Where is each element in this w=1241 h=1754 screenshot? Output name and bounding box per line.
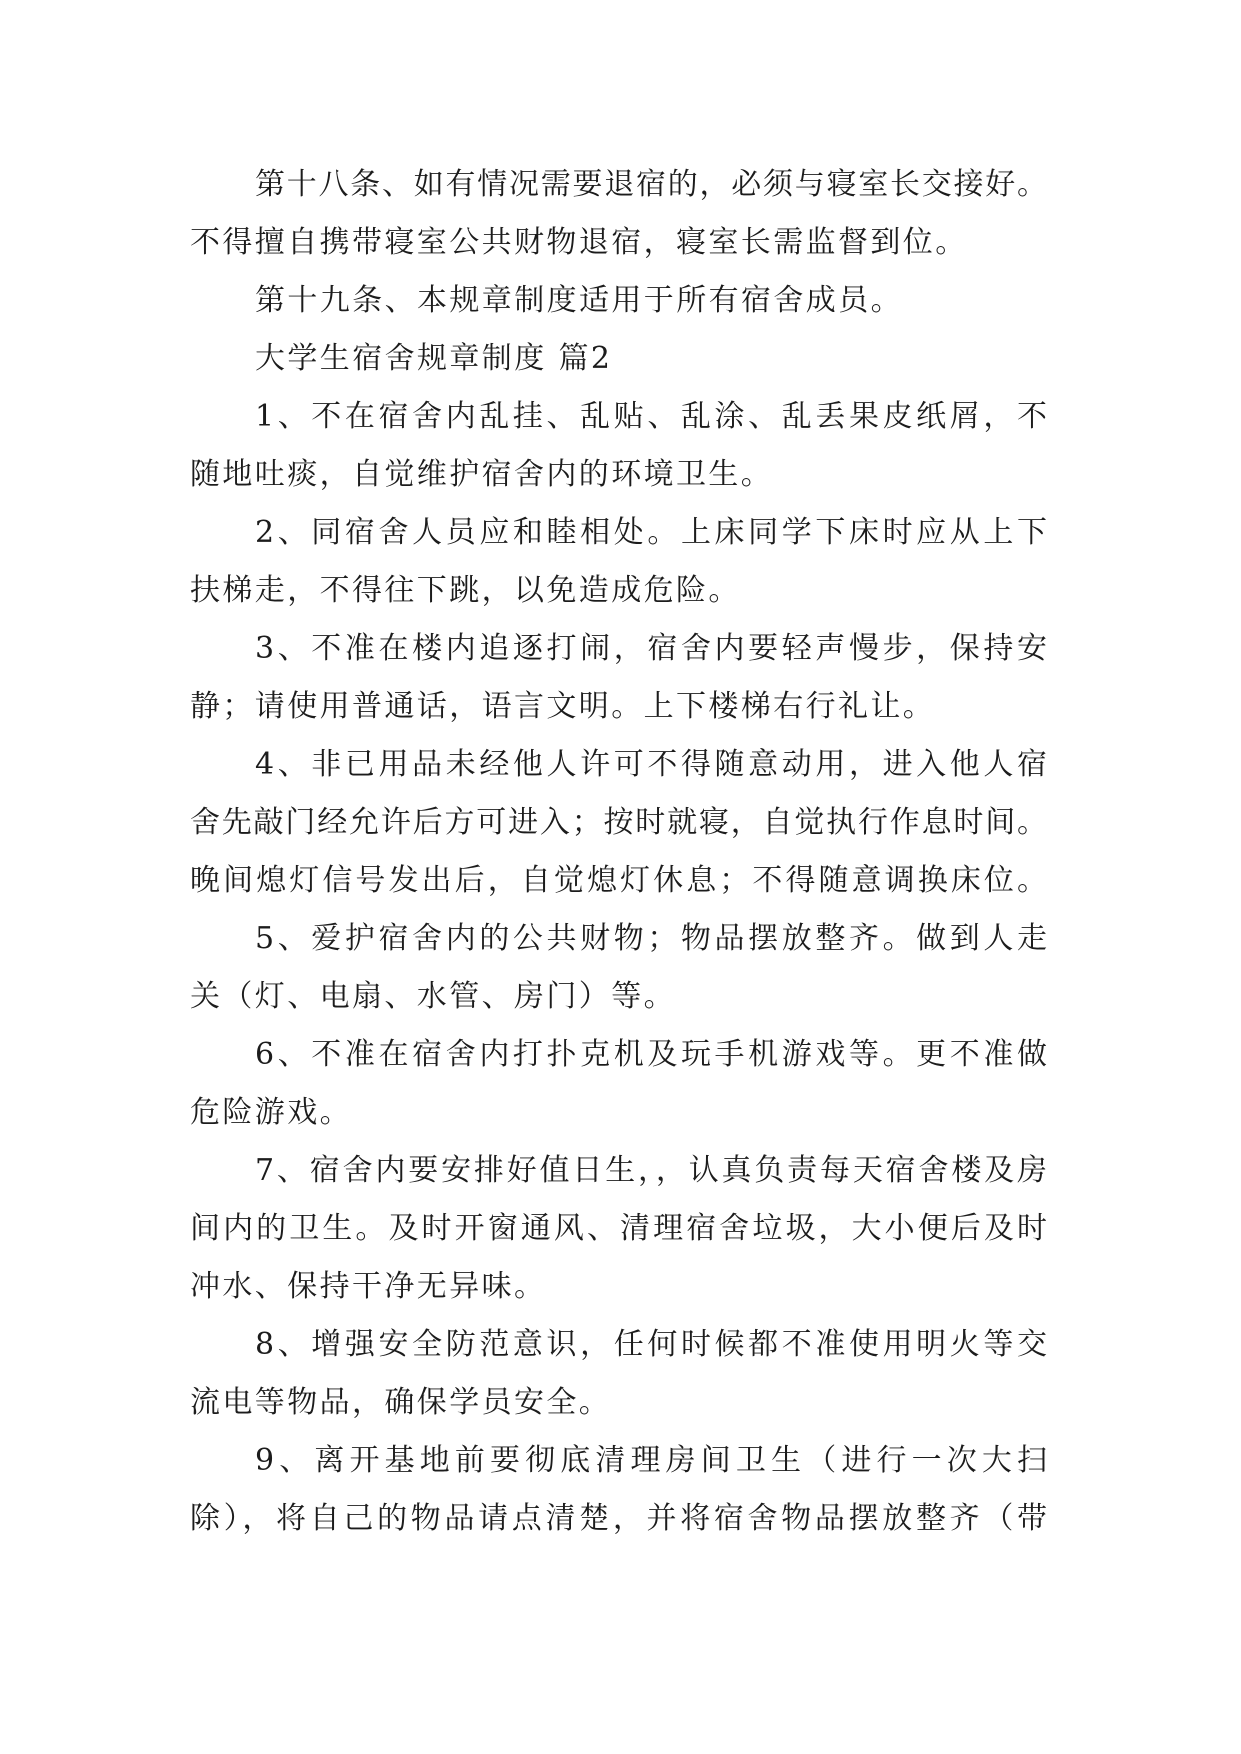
rule-item-6	[190, 1026, 1047, 1142]
paragraph-line: 第十九条、本规章制度适用于所有宿舍成员。	[255, 283, 903, 318]
paragraph-article-19	[190, 272, 1047, 330]
paragraph-line: 8、增强安全防范意识，任何时候都不准使用明火等交	[255, 1327, 1047, 1362]
paragraph-line: 5、爱护宿舍内的公共财物；物品摆放整齐。做到人走	[255, 921, 1047, 956]
paragraph-article-18	[190, 156, 1047, 272]
paragraph-line: 1、不在宿舍内乱挂、乱贴、乱涂、乱丢果皮纸屑，不	[255, 399, 1047, 434]
paragraph-line: 3、不准在楼内追逐打闹，宿舍内要轻声慢步，保持安	[255, 631, 1047, 666]
paragraph-line: 4、非已用品未经他人许可不得随意动用，进入他人宿	[255, 747, 1047, 782]
rule-item-9	[190, 1432, 1047, 1548]
paragraph-line: 2、同宿舍人员应和睦相处。上床同学下床时应从上下	[255, 515, 1047, 550]
paragraph-line: 静；请使用普通话，语言文明。上下楼梯右行礼让。	[190, 689, 936, 724]
paragraph-line: 除），将自己的物品请点清楚，并将宿舍物品摆放整齐（带	[190, 1501, 1047, 1536]
rule-item-1	[190, 388, 1047, 504]
paragraph-line: 流电等物品，确保学员安全。	[190, 1385, 612, 1420]
paragraph-line: 7、宿舍内要安排好值日生，，认真负责每天宿舍楼及房	[255, 1153, 1047, 1188]
rule-item-8	[190, 1316, 1047, 1432]
document-body	[190, 156, 1047, 1548]
paragraph-line: 第十八条、如有情况需要退宿的，必须与寝室长交接好。	[255, 167, 1047, 202]
paragraph-line: 不得擅自携带寝室公共财物退宿，寝室长需监督到位。	[190, 225, 968, 260]
paragraph-line: 间内的卫生。及时开窗通风、清理宿舍垃圾，大小便后及时	[190, 1211, 1047, 1246]
paragraph-line: 关（灯、电扇、水管、房门）等。	[190, 979, 676, 1014]
paragraph-line: 舍先敲门经允许后方可进入；按时就寝，自觉执行作息时间。	[190, 805, 1047, 840]
paragraph-line: 随地吐痰，自觉维护宿舍内的环境卫生。	[190, 457, 774, 492]
paragraph-line: 冲水、保持干净无异味。	[190, 1269, 547, 1304]
rule-item-5	[190, 910, 1047, 1026]
rule-item-4	[190, 736, 1047, 910]
rule-item-2	[190, 504, 1047, 620]
paragraph-line: 9、离开基地前要彻底清理房间卫生（进行一次大扫	[255, 1443, 1047, 1478]
paragraph-line: 扶梯走，不得往下跳，以免造成危险。	[190, 573, 741, 608]
rule-item-7	[190, 1142, 1047, 1316]
section-heading-text: 大学生宿舍规章制度 篇2	[255, 341, 613, 376]
section-heading	[190, 330, 1047, 388]
paragraph-line: 6、不准在宿舍内打扑克机及玩手机游戏等。更不准做	[255, 1037, 1047, 1072]
rule-item-3	[190, 620, 1047, 736]
paragraph-line: 危险游戏。	[190, 1095, 352, 1130]
paragraph-line: 晚间熄灯信号发出后，自觉熄灯休息；不得随意调换床位。	[190, 863, 1047, 898]
